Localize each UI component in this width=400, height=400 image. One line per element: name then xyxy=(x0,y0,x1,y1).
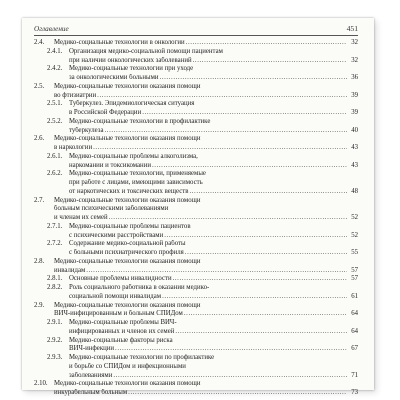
toc-entry-page: 43 xyxy=(351,161,358,169)
book-page xyxy=(22,18,374,396)
toc-entry-number: 2.8.1. xyxy=(47,275,63,283)
toc-entry xyxy=(34,170,358,196)
toc-entry xyxy=(34,354,358,380)
toc-entry-title-line: в Российской Федерации xyxy=(69,109,142,116)
dot-leader xyxy=(164,232,347,241)
toc-entry-title-line: во фтизиатрии xyxy=(54,91,97,99)
toc-entry-page: 67 xyxy=(351,345,358,353)
running-head-title: Оглавление xyxy=(34,25,69,33)
toc-entry-page: 36 xyxy=(351,74,358,81)
dot-leader xyxy=(113,372,347,381)
toc-entry-title-line: ВИЧ-инфицированным и больным СПИДом xyxy=(54,310,183,318)
toc-entry-page: 48 xyxy=(351,187,358,195)
toc-entry-number: 2.10. xyxy=(34,380,48,388)
toc-entry-page: 52 xyxy=(351,231,358,239)
toc-entry-title-line: Медико-социальные технологии оказания помощи xyxy=(54,196,201,204)
toc-entry xyxy=(34,240,358,258)
toc-entry-title-line: от наркотических и токсических веществ xyxy=(69,187,189,195)
dot-leader xyxy=(128,389,347,398)
toc-entry-title-line: Содержание медико-социальной работы xyxy=(69,240,186,248)
toc-entry-title-line: Роль социального работника в оказании медико- xyxy=(69,284,210,291)
toc-entry-title-line: и членам их семей xyxy=(54,214,108,221)
toc-entry-number: 2.6. xyxy=(34,135,45,143)
toc-entry xyxy=(34,83,358,101)
toc-entry-title-line: Медико-социальные технологии, применяемые xyxy=(69,170,206,178)
toc-entry-title-line: Организация медико-социальной помощи пациентам xyxy=(69,47,223,55)
toc-entry-title-line: инкурабельным больным xyxy=(54,389,128,396)
toc-entry-title-line: Медико-социальные технологии оказания помощи xyxy=(54,257,201,265)
toc-entry-number: 2.8.2. xyxy=(47,284,63,291)
dot-leader xyxy=(186,39,347,48)
toc-entry-title-line: Медико-социальные технологии оказания помощи xyxy=(54,301,201,309)
toc-entry-number: 2.9.2. xyxy=(47,336,63,344)
toc-entry xyxy=(34,153,358,171)
toc-entry-number: 2.9.3. xyxy=(47,354,63,361)
toc-entry-title-line: Медико-социальные технологии по профилактике xyxy=(69,354,215,361)
toc-entry-page: 52 xyxy=(351,214,358,221)
toc-entry-title-line: инвалидам xyxy=(54,266,86,274)
toc-entry-number: 2.4.2. xyxy=(47,65,63,73)
toc-entry-number: 2.9. xyxy=(34,301,45,309)
toc-entry-title-line: с больными психиатрического профиля xyxy=(69,249,184,256)
toc-entry-title-line: Медико-социальные технологии оказания помощи xyxy=(54,82,201,90)
toc-entry-page: 55 xyxy=(351,249,358,256)
toc-entry xyxy=(34,284,358,302)
toc-entry xyxy=(34,319,358,337)
toc-entry-title-line: за онкологическими больными xyxy=(69,74,159,81)
toc-entry-number: 2.6.2. xyxy=(47,170,63,178)
toc-entry-title-line: Медико-социальные факторы риска xyxy=(69,336,173,344)
toc-entry-title-line: Медико-социальные технологии в онкологии xyxy=(54,39,185,46)
toc-entry-title-line: с психическими расстройствами xyxy=(69,231,164,239)
dot-leader xyxy=(162,293,347,302)
toc-entry xyxy=(34,118,358,136)
toc-entry xyxy=(34,223,358,241)
dot-leader xyxy=(142,109,347,118)
toc-entry-title-line: Основные проблемы инвалидности xyxy=(69,275,172,283)
dot-leader xyxy=(160,74,347,83)
toc-entry-number: 2.7.2. xyxy=(47,240,63,248)
toc-entry-number: 2.8. xyxy=(34,257,45,265)
dot-leader xyxy=(93,144,347,153)
toc-entry xyxy=(34,48,358,66)
dot-leader xyxy=(185,249,347,258)
running-head xyxy=(34,24,358,35)
toc-entry xyxy=(34,337,358,355)
toc-entry-title-line: в наркологии xyxy=(54,144,93,151)
toc-entry-title-line: больным психическими заболеваниями xyxy=(54,205,169,213)
toc-entry-title-line: инфицированных и членов их семей xyxy=(69,327,175,335)
toc-entry-title-line: и борьбе со СПИДом и инфекционными xyxy=(69,362,186,370)
dot-leader xyxy=(109,214,347,223)
toc-entry xyxy=(34,65,358,83)
toc-entry-page: 64 xyxy=(351,327,358,335)
dot-leader xyxy=(86,267,347,276)
toc-entry-number: 2.9.1. xyxy=(47,319,63,326)
toc-entry-title-line: социальной помощи инвалидам xyxy=(69,292,162,300)
toc-entry-page: 39 xyxy=(351,109,358,116)
toc-entry-title-line: Медико-социальные технологии оказания помощи xyxy=(54,380,201,388)
toc-entry-number: 2.4.1. xyxy=(47,47,63,55)
toc-entry-title-line: Медико-социальные проблемы пациентов xyxy=(69,222,191,230)
dot-leader xyxy=(115,345,347,354)
table-of-contents xyxy=(34,39,358,398)
toc-entry xyxy=(34,39,358,48)
toc-entry xyxy=(34,197,358,223)
toc-entry xyxy=(34,100,358,118)
toc-entry-page: 64 xyxy=(351,310,358,318)
dot-leader xyxy=(184,310,347,319)
page-number: 451 xyxy=(346,24,358,33)
toc-entry-number: 2.4. xyxy=(34,39,45,46)
dot-leader xyxy=(152,162,347,171)
toc-entry-title-line: Медико-социальные проблемы ВИЧ- xyxy=(69,319,177,326)
toc-entry-title-line: Медико-социальные проблемы алкоголизма, xyxy=(69,152,198,160)
toc-entry-title-line: Медико-социальные технологии оказания помощи xyxy=(54,135,201,143)
dot-leader xyxy=(97,92,347,101)
dot-leader xyxy=(189,188,347,197)
toc-entry-page: 39 xyxy=(351,91,358,99)
toc-entry-number: 2.7.1. xyxy=(47,222,63,230)
toc-entry-title-line: заболеваниями xyxy=(69,371,113,379)
toc-entry-title-line: наркомании и токсикомании xyxy=(69,161,151,169)
dot-leader xyxy=(173,275,347,284)
toc-entry-title-line: Медико-социальные технологии при уходе xyxy=(69,65,194,73)
toc-entry xyxy=(34,258,358,276)
toc-entry-page: 32 xyxy=(351,56,358,64)
dot-leader xyxy=(104,127,347,136)
toc-entry-page: 40 xyxy=(351,126,358,134)
dot-leader xyxy=(193,57,347,66)
toc-entry-title-line: при наличии онкологических заболеваний xyxy=(69,56,192,64)
toc-entry-title-line: Медико-социальные технологии в профилактике xyxy=(69,117,211,125)
dot-leader xyxy=(175,328,347,337)
toc-entry xyxy=(34,135,358,153)
toc-entry-page: 73 xyxy=(351,389,358,396)
toc-entry-page: 57 xyxy=(351,266,358,274)
toc-entry-title-line: Туберкулез. Эпидемиологическая ситуация xyxy=(69,100,195,108)
header-rule xyxy=(34,35,358,36)
toc-entry-number: 2.6.1. xyxy=(47,152,63,160)
toc-entry-number: 2.5. xyxy=(34,82,45,90)
toc-entry xyxy=(34,275,358,284)
toc-entry-page: 43 xyxy=(351,144,358,151)
toc-entry xyxy=(34,380,358,398)
toc-entry-number: 2.5.1. xyxy=(47,100,63,108)
toc-entry-title-line: при работе с лицами, имеющими зависимость xyxy=(69,179,203,186)
toc-entry-page: 57 xyxy=(351,275,358,283)
toc-entry-title-line: ВИЧ-инфекции xyxy=(69,345,115,353)
toc-entry-title-line: туберкулеза xyxy=(69,126,104,134)
toc-entry-page: 71 xyxy=(351,371,358,379)
toc-entry-page: 61 xyxy=(351,292,358,300)
toc-entry-number: 2.5.2. xyxy=(47,117,63,125)
toc-entry-page: 32 xyxy=(351,39,358,46)
toc-entry-number: 2.7. xyxy=(34,196,45,204)
toc-entry xyxy=(34,302,358,320)
